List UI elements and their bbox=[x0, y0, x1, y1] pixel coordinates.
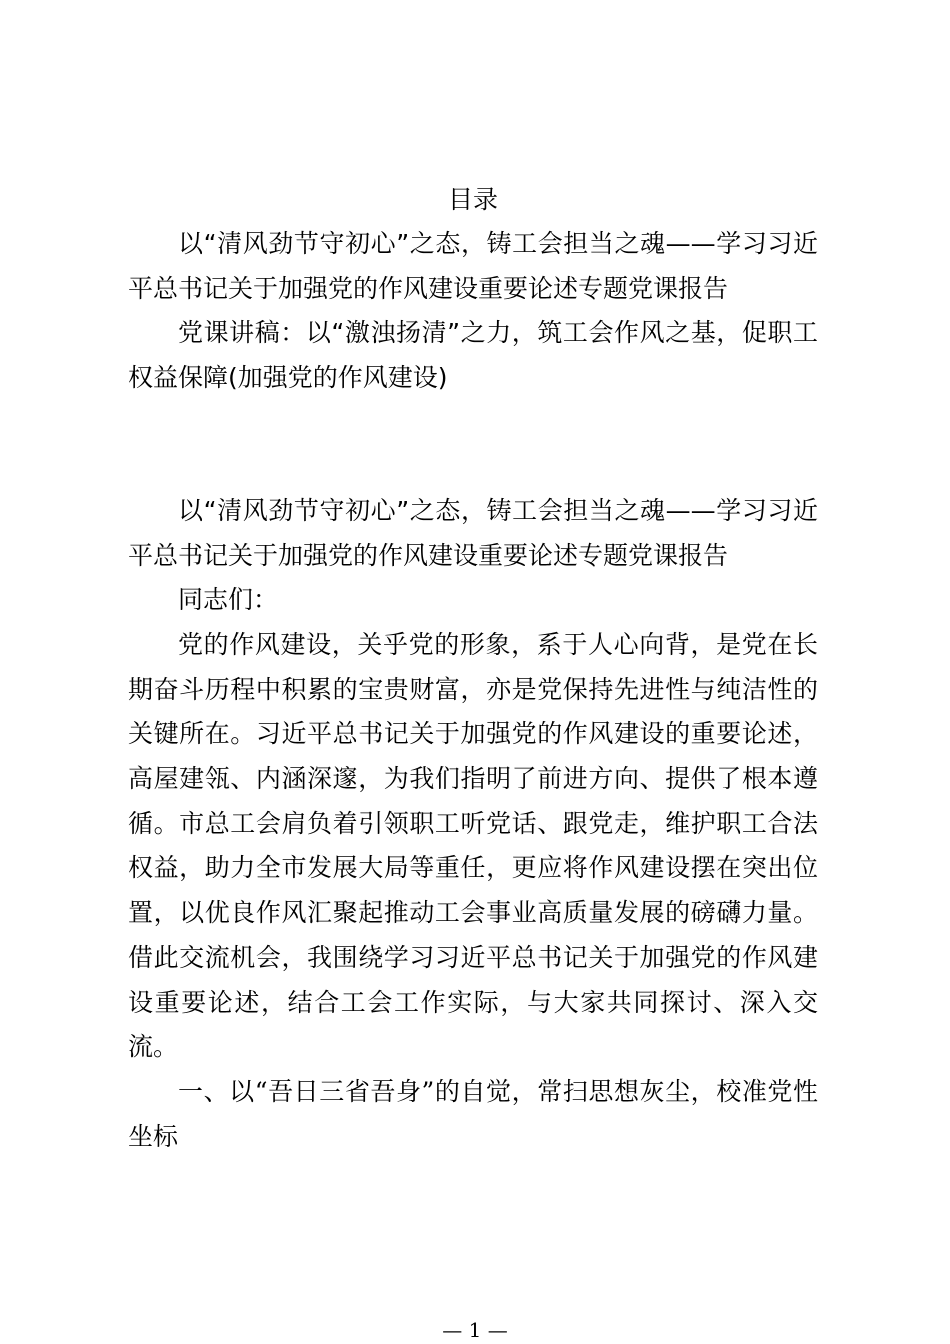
toc-title: 目录 bbox=[447, 185, 498, 214]
salutation: 同志们： bbox=[178, 585, 279, 615]
toc-item: 党课讲稿：以“激浊扬清”之力，筑工会作风之基，促职工权益保障(加强党的作风建设) bbox=[128, 318, 818, 393]
section-heading: 一、以“吾日三省吾身”的自觉，常扫思想灰尘，校准党性坐标 bbox=[128, 1076, 818, 1151]
page-content bbox=[128, 178, 818, 1159]
toc-list bbox=[128, 222, 818, 401]
section-spacer bbox=[128, 401, 818, 489]
body-paragraph: 党的作风建设，关乎党的形象，系于人心向背，是党在长期奋斗历程中积累的宝贵财富，亦是党保持先进性与纯洁性的关键所在。习近平总书记关于加强党的作风建设的重要论述，高屋建瓴、内涵深邃，为我们指明了前进方向、提供了根本遵循。市总工会肩负着引领职工听党话、跟党走，维护职工合法权益，助力全市发展大局等重任，更应将作风建设摆在突出位置，以优良作风汇聚起推动工会事业高质量发展的磅礴力量。借此交流机会，我围绕学习习近平总书记关于加强党的作风建设重要论述，结合工会工作实际，与大家共同探讨、深入交流。 bbox=[128, 629, 818, 1062]
page-number: — 1 — bbox=[442, 1318, 508, 1342]
article-title: 以“清风劲节守初心”之态，铸工会担当之魂——学习习近平总书记关于加强党的作风建设重要论述专题党课报告 bbox=[128, 495, 818, 570]
toc-item: 以“清风劲节守初心”之态，铸工会担当之魂——学习习近平总书记关于加强党的作风建设重要论述专题党课报告 bbox=[128, 229, 818, 303]
